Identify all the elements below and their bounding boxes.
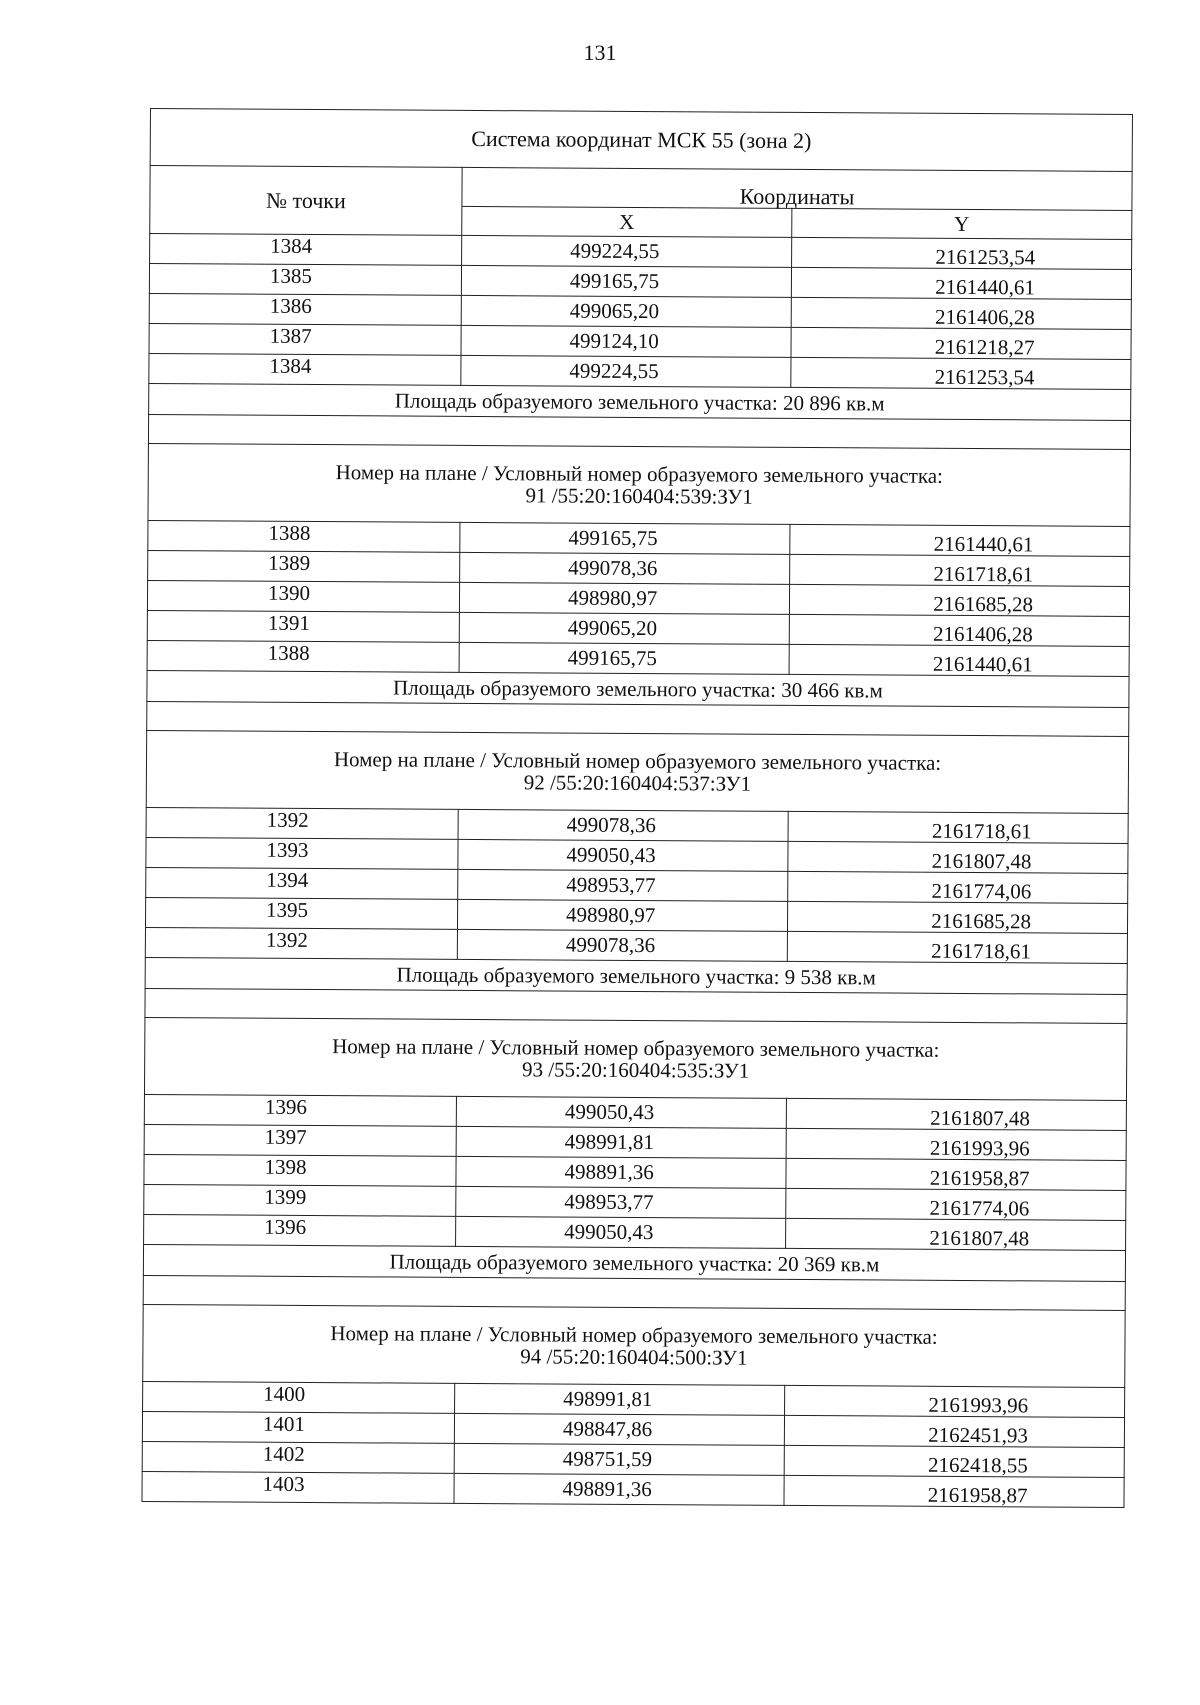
point-number-cell: 1400	[143, 1381, 455, 1413]
point-number-cell: 1386	[149, 293, 461, 325]
y-coordinate-cell: 2161406,28	[789, 614, 1129, 646]
plot-area-text: Площадь образуемого земельного участка: 20 896 кв.м	[149, 383, 1131, 420]
y-coordinate-cell: 2161253,54	[792, 237, 1132, 269]
point-number-cell: 1387	[149, 323, 461, 355]
point-number-cell: 1389	[148, 550, 460, 582]
point-number-cell: 1401	[142, 1411, 454, 1443]
x-coordinate-cell: 498991,81	[456, 1126, 786, 1158]
plot-id: 93 /55:20:160404:535:ЗУ1	[521, 1057, 750, 1083]
plot-label: Номер на плане / Условный номер образуемого земельного участка:	[333, 747, 942, 775]
point-number-cell: 1385	[149, 264, 461, 296]
y-header: Y	[792, 208, 1132, 239]
y-coordinate-cell: 2161807,48	[786, 1098, 1126, 1130]
point-number-cell: 1390	[147, 580, 459, 612]
y-coordinate-cell: 2161718,61	[788, 811, 1128, 843]
plot-label: Номер на плане / Условный номер образуемого земельного участка:	[330, 1321, 938, 1349]
x-coordinate-cell: 498953,77	[456, 1186, 786, 1218]
plot-header-cell	[143, 1304, 1125, 1387]
x-coordinate-cell: 499050,43	[458, 839, 788, 871]
y-coordinate-cell: 2162451,93	[784, 1415, 1124, 1447]
point-number-cell: 1403	[142, 1471, 454, 1503]
plot-area-text: Площадь образуемого земельного участка: 30 466 кв.м	[147, 670, 1129, 707]
plot-id: 92 /55:20:160404:537:ЗУ1	[523, 770, 752, 796]
x-coordinate-cell: 498891,36	[454, 1473, 784, 1505]
x-coordinate-cell: 498980,97	[459, 582, 789, 614]
coordinate-system-row	[150, 109, 1132, 172]
y-coordinate-cell: 2161718,61	[787, 931, 1127, 963]
x-coordinate-cell: 499078,36	[457, 929, 787, 961]
y-coordinate-cell: 2161807,48	[786, 1218, 1126, 1250]
point-number-cell: 1395	[145, 897, 457, 929]
y-coordinate-cell: 2161440,61	[789, 644, 1129, 676]
y-coordinate-cell: 2161774,06	[788, 871, 1128, 903]
coordinate-system-title: Система координат МСК 55 (зона 2)	[150, 109, 1132, 172]
plot-header-row	[148, 443, 1130, 526]
point-number-cell: 1396	[144, 1214, 456, 1246]
point-number-cell: 1388	[147, 640, 459, 672]
plot-label: Номер на плане / Условный номер образуемого земельного участка:	[335, 460, 943, 488]
x-header: X	[462, 206, 792, 237]
coordinates-table	[141, 108, 1133, 1508]
y-coordinate-cell: 2161685,28	[789, 584, 1129, 616]
x-coordinate-cell: 499224,55	[461, 355, 791, 387]
y-coordinate-cell: 2161807,48	[788, 841, 1128, 873]
coordinates-table-body	[142, 109, 1133, 1508]
plot-header-cell	[144, 1017, 1126, 1100]
x-coordinate-cell: 498980,97	[457, 899, 787, 931]
y-coordinate-cell: 2161774,06	[786, 1188, 1126, 1220]
y-coordinate-cell: 2162418,55	[784, 1445, 1124, 1477]
x-coordinate-cell: 499124,10	[461, 325, 791, 357]
y-coordinate-cell: 2161218,27	[791, 327, 1131, 359]
y-coordinate-cell: 2161958,87	[786, 1158, 1126, 1190]
plot-header-row	[143, 1304, 1125, 1387]
plot-area-text: Площадь образуемого земельного участка: 20 369 кв.м	[143, 1244, 1125, 1281]
header-row	[150, 166, 1132, 211]
x-coordinate-cell: 498847,86	[454, 1413, 784, 1445]
point-number-cell: 1394	[146, 867, 458, 899]
x-coordinate-cell: 498891,36	[456, 1156, 786, 1188]
y-coordinate-cell: 2161958,87	[784, 1475, 1124, 1507]
y-coordinate-cell: 2161718,61	[790, 554, 1130, 586]
plot-id: 91 /55:20:160404:539:ЗУ1	[525, 483, 753, 509]
point-number-cell: 1392	[145, 927, 457, 959]
y-coordinate-cell: 2161440,61	[791, 267, 1131, 299]
plot-header-cell	[146, 730, 1128, 813]
point-number-cell: 1392	[146, 807, 458, 839]
point-number-header: № точки	[150, 166, 462, 236]
point-number-cell: 1399	[144, 1184, 456, 1216]
point-number-cell: 1393	[146, 837, 458, 869]
x-coordinate-cell: 499065,20	[459, 612, 789, 644]
y-coordinate-cell: 2161440,61	[790, 524, 1130, 556]
plot-header-row	[144, 1017, 1126, 1100]
y-coordinate-cell: 2161993,96	[786, 1128, 1126, 1160]
x-coordinate-cell: 498991,81	[455, 1383, 785, 1415]
x-coordinate-cell: 499165,75	[461, 265, 791, 297]
y-coordinate-cell: 2161993,96	[785, 1385, 1125, 1417]
x-coordinate-cell: 499078,36	[458, 809, 788, 841]
x-coordinate-cell: 498751,59	[454, 1443, 784, 1475]
plot-area-text: Площадь образуемого земельного участка: 9 538 кв.м	[145, 957, 1127, 994]
x-coordinate-cell: 499050,43	[456, 1096, 786, 1128]
x-coordinate-cell: 498953,77	[458, 869, 788, 901]
y-coordinate-cell: 2161253,54	[791, 357, 1131, 389]
point-number-cell: 1397	[144, 1124, 456, 1156]
page-number: 131	[583, 40, 617, 65]
point-number-cell: 1398	[144, 1154, 456, 1186]
x-coordinate-cell: 499065,20	[461, 295, 791, 327]
point-number-cell: 1384	[150, 234, 462, 266]
x-coordinate-cell: 499224,55	[462, 235, 792, 267]
point-number-cell: 1388	[148, 520, 460, 552]
point-number-cell: 1402	[142, 1441, 454, 1473]
y-coordinate-cell: 2161406,28	[791, 297, 1131, 329]
coordinates-header: Координаты	[462, 167, 1132, 210]
point-number-cell: 1391	[147, 610, 459, 642]
x-coordinate-cell: 499165,75	[459, 642, 789, 674]
x-coordinate-cell: 499165,75	[460, 522, 790, 554]
point-number-cell: 1384	[149, 353, 461, 385]
plot-header-cell	[148, 443, 1130, 526]
point-number-cell: 1396	[144, 1094, 456, 1126]
plot-header-row	[146, 730, 1128, 813]
plot-label: Номер на плане / Условный номер образуемого земельного участка:	[332, 1034, 940, 1062]
plot-id: 94 /55:20:160404:500:ЗУ1	[520, 1344, 748, 1370]
y-coordinate-cell: 2161685,28	[787, 901, 1127, 933]
x-coordinate-cell: 499050,43	[456, 1216, 786, 1248]
x-coordinate-cell: 499078,36	[460, 552, 790, 584]
